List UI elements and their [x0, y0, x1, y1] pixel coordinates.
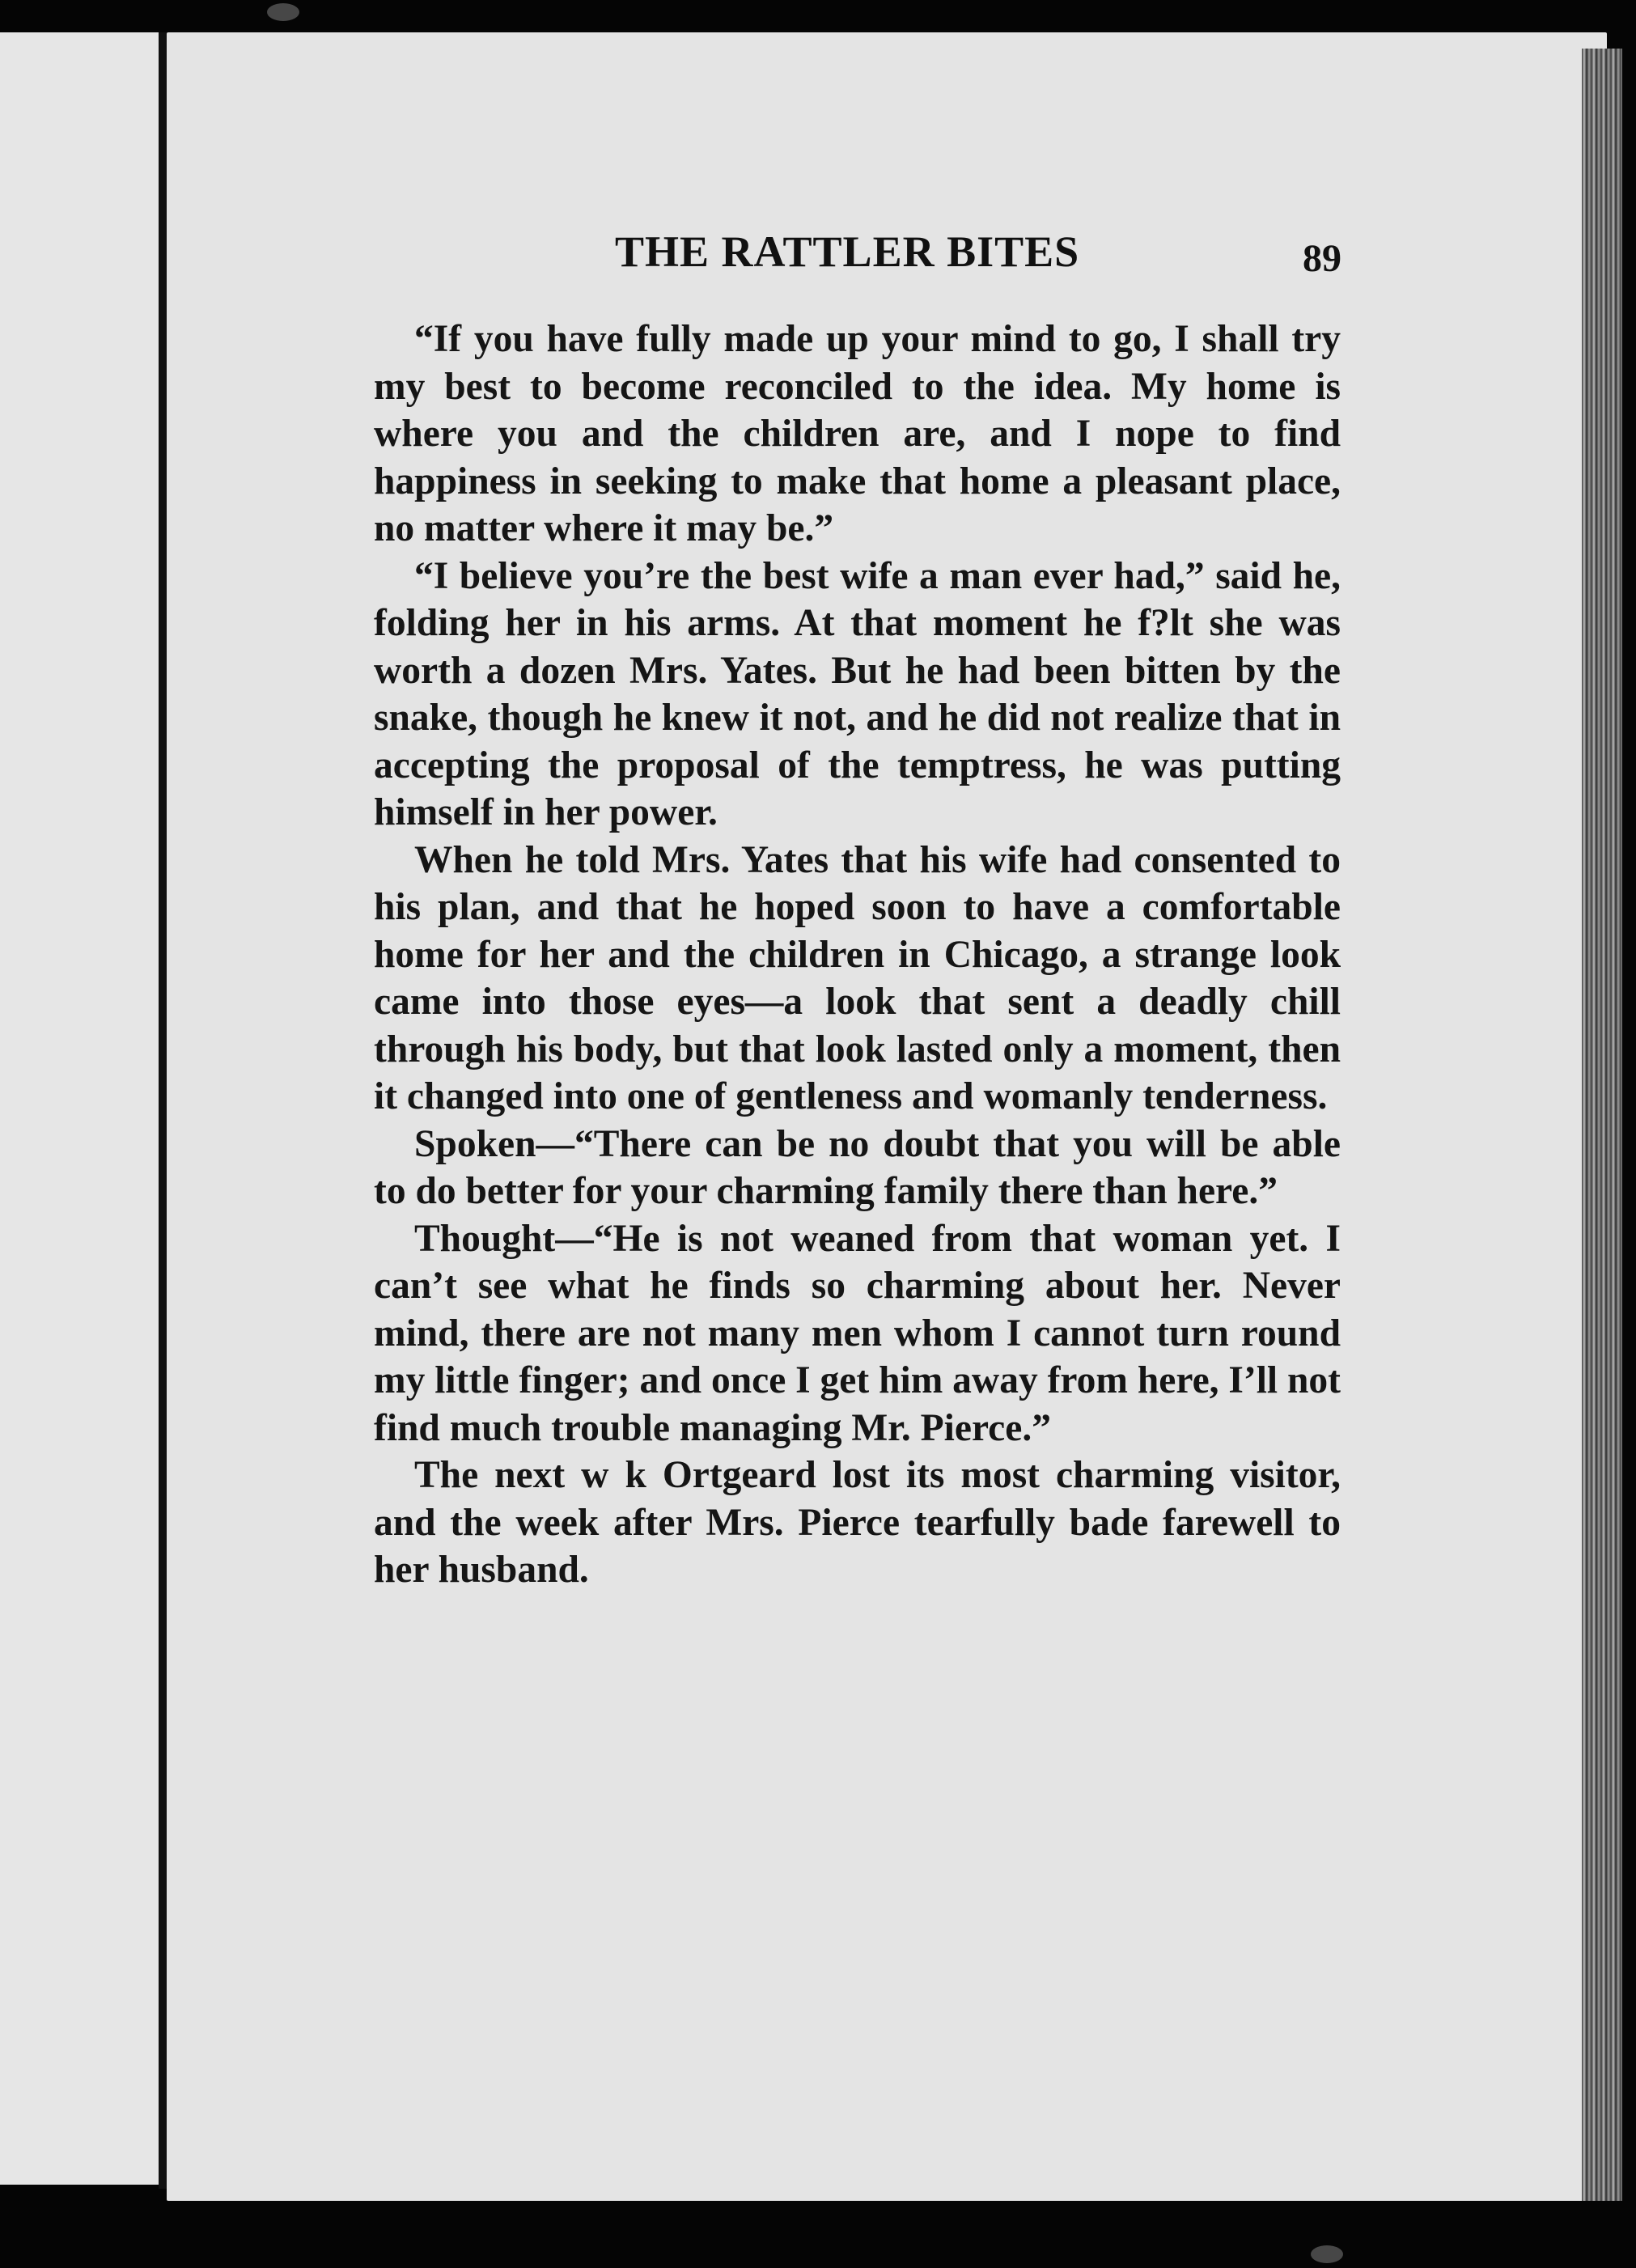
facing-page-strip — [0, 32, 162, 2185]
binding-edge-line — [159, 32, 167, 2189]
scan-smudge — [1311, 2245, 1343, 2263]
page-number: 89 — [1303, 237, 1341, 280]
paragraph-5: Thought—“He is not weaned from that woman yet. I can’t see what he finds so charming about her. Never mind, there are not many men whom I cannot turn round my little finger; and once I get him away from here, I’ll not find much trouble managing Mr. Pierce.” — [374, 1217, 1341, 1449]
paragraph-3: When he told Mrs. Yates that his wife had consented to his plan, and that he hoped soon to have a comfortable home for her and the children in Chicago, a strange look came into those eyes—a look that sent a deadly chill through his body, but that look lasted only a moment, then it changed into one of gentleness and womanly tenderness. — [374, 838, 1341, 1117]
running-title: THE RATTLER BITES — [615, 227, 1080, 276]
page-body — [374, 316, 1341, 1594]
page-stack-edge — [1582, 49, 1622, 2201]
paragraph-4: Spoken—“There can be no doubt that you will be able to do better for your charming family there than here.” — [374, 1122, 1341, 1212]
paragraph-2: “I believe you’re the best wife a man ever had,” said he, folding her in his arms. At that moment he f?lt she was worth a dozen Mrs. Yates. But he had been bitten by the snake, though he knew it not, and he did not realize that in accepting the proposal of the temptress, he was putting himself in her power. — [374, 554, 1341, 833]
paragraph-6: The next w k Ortgeard lost its most charming visitor, and the week after Mrs. Pierce tearfully bade farewell to her husband. — [374, 1454, 1341, 1591]
scan-smudge — [267, 3, 299, 21]
paragraph-1: “If you have fully made up your mind to go, I shall try my best to become reconciled to the idea. My home is where you and the children are, and I nope to find happiness in seeking to make that home a pleasant place, no matter where it may be.” — [374, 318, 1341, 549]
